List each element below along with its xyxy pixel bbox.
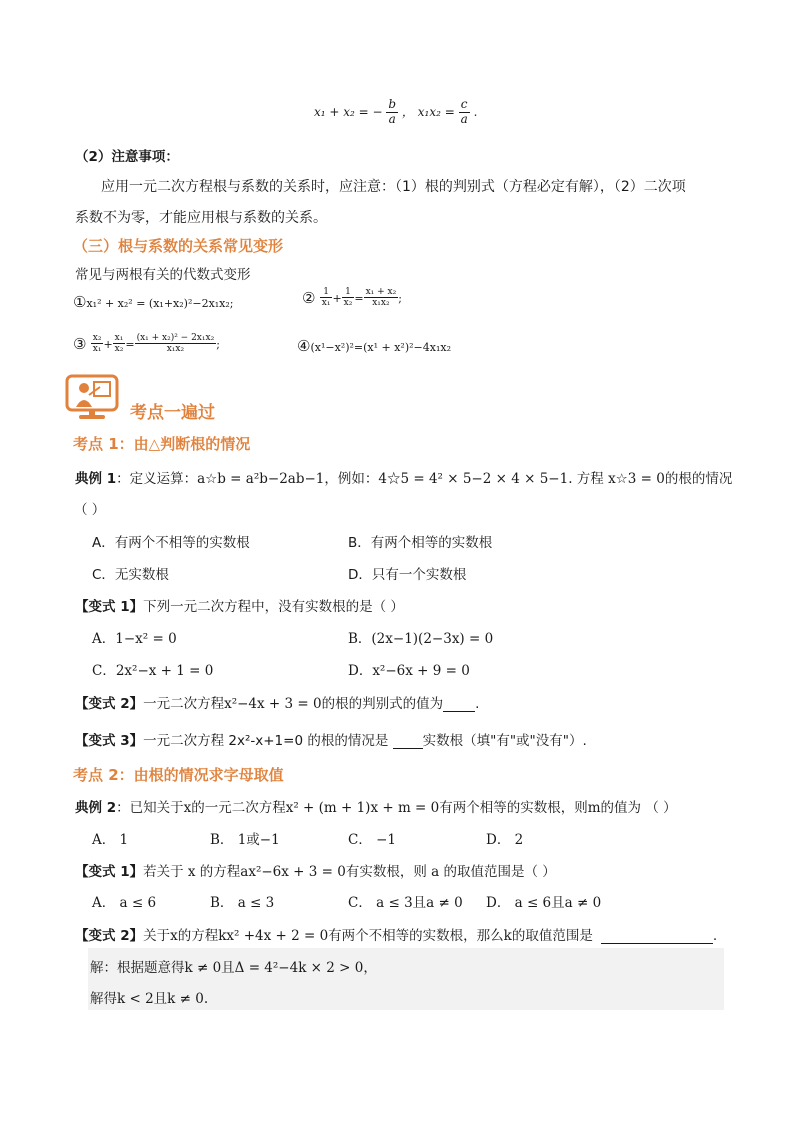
fraction-1-over-x2: $\frac{1}{\text{x₂}}$ bbox=[343, 287, 353, 309]
example1-option-c: C．无实数根 bbox=[92, 567, 169, 583]
formula-vieta-left: x₁ + x₂ = − bbox=[314, 104, 383, 119]
example2-option-c: C． −1 bbox=[348, 832, 397, 848]
formula-vieta-mid: ， x₁x₂ = bbox=[401, 104, 455, 119]
point1-heading: 考点 1：由△判断根的情况 bbox=[73, 435, 251, 453]
transform-1 bbox=[73, 293, 234, 311]
fraction-x2-over-x1: $\frac{\text{x₂}}{\text{x₁}}$ bbox=[92, 333, 102, 355]
variant1-option-a: A．1−x² = 0 bbox=[92, 631, 177, 647]
variant4-question bbox=[75, 860, 556, 880]
fraction-1-over-x1: $\frac{1}{\text{x₁}}$ bbox=[321, 287, 331, 309]
fraction-square-sum-form: $\frac{\text{(x₁ + x₂)² − 2x₁x₂}}{\text{x₁x₂}}$ bbox=[136, 333, 215, 355]
note-heading: （2）注意事项： bbox=[75, 149, 179, 165]
variant1-option-c: C．2x²−x + 1 = 0 bbox=[92, 663, 214, 679]
variant4-option-d: D． a ≤ 6且a ≠ 0 bbox=[486, 895, 602, 911]
example1-option-d: D．只有一个实数根 bbox=[348, 567, 467, 583]
example1-question bbox=[75, 467, 732, 487]
transform-4 bbox=[297, 337, 451, 355]
example1-paren: （ ） bbox=[74, 502, 106, 518]
variant5-question: 【变式 2】关于x的方程kx² +4x + 2 = 0有两个不相等的实数根，那么k的取值范围是 . bbox=[75, 928, 718, 944]
transform-1-formula: x₁² + x₂² = (x₁+x₂)²−2x₁x₂; bbox=[86, 297, 234, 310]
variant3-text-2: 实数根（填"有"或"没有"）. bbox=[422, 733, 587, 749]
transform-1-label: ① bbox=[73, 293, 87, 311]
teacher-board-icon bbox=[64, 373, 120, 421]
transform-2: ② $\frac{1}{\text{x₁}}$ + $\frac{1}{\text{x₂}}$ = $\frac{\text{x₁ + x₂}}{\text{x₁x₂}}$ ; bbox=[302, 287, 402, 309]
example2-option-b: B． 1或−1 bbox=[210, 832, 280, 848]
banner-title: 考点一遍过 bbox=[130, 403, 215, 423]
variant3-text-1: 一元二次方程 2x²-x+1=0 的根的情况是 bbox=[143, 733, 393, 749]
example2-label: 典例 2 bbox=[75, 800, 117, 816]
note-line-2: 系数不为零，才能应用根与系数的关系。 bbox=[75, 210, 327, 226]
variant3-answer-blank[interactable] bbox=[393, 734, 423, 749]
variant4-option-a: A． a ≤ 6 bbox=[92, 895, 157, 911]
variant1-question bbox=[75, 595, 404, 615]
variant2-question: 【变式 2】一元二次方程x²−4x + 3 = 0的根的判别式的值为 . bbox=[75, 696, 480, 712]
example1-text: ：定义运算：a☆b = a²b−2ab−1，例如：4☆5 = 4² × 5−2 × 4 × 5−1. 方程 x☆3 = 0的根的情况 bbox=[116, 471, 733, 487]
variant4-label: 【变式 1】 bbox=[75, 864, 144, 880]
solution-line-1: 解：根据题意得k ≠ 0且Δ = 4²−4k × 2 > 0， bbox=[90, 960, 377, 976]
example2-option-a: A． 1 bbox=[92, 832, 129, 848]
variant2-text: 一元二次方程x²−4x + 3 = 0的根的判别式的值为 bbox=[143, 696, 444, 712]
variant4-text: 若关于 x 的方程ax²−6x + 3 = 0有实数根，则 a 的取值范围是（ ） bbox=[143, 864, 556, 880]
transform-3: ③ $\frac{\text{x₂}}{\text{x₁}}$ + $\frac{\text{x₁}}{\text{x₂}}$ = $\frac{\text{(x₁ + x₂)² − 2x₁x₂}}{\text{x₁x₂}}$ ; bbox=[73, 333, 220, 355]
variant2-answer-blank[interactable] bbox=[443, 697, 475, 712]
solution-line-2: 解得k < 2且k ≠ 0. bbox=[90, 991, 209, 1007]
variant1-label: 【变式 1】 bbox=[75, 599, 144, 615]
note-line-1: 应用一元二次方程根与系数的关系时，应注意：（1）根的判别式（方程必定有解），（2）二次项 bbox=[101, 179, 686, 195]
variant1-option-d: D．x²−6x + 9 = 0 bbox=[348, 663, 470, 679]
variant1-option-b: B．(2x−1)(2−3x) = 0 bbox=[348, 631, 494, 647]
transform-4-label: ④ bbox=[297, 337, 311, 355]
point2-heading: 考点 2：由根的情况求字母取值 bbox=[73, 766, 284, 784]
section3-heading: （三）根与系数的关系常见变形 bbox=[73, 237, 284, 255]
transform-3-label: ③ bbox=[73, 334, 87, 353]
variant4-option-b: B． a ≤ 3 bbox=[210, 895, 275, 911]
variant5-answer-blank[interactable] bbox=[601, 929, 713, 944]
fraction-sum-over-product: $\frac{\text{x₁ + x₂}}{\text{x₁x₂}}$ bbox=[365, 287, 397, 309]
variant4-option-c: C． a ≤ 3且a ≠ 0 bbox=[348, 895, 463, 911]
formula-vieta-end: . bbox=[473, 104, 478, 119]
formula-vieta bbox=[314, 98, 477, 127]
example2-question bbox=[75, 796, 677, 816]
fraction-x1-over-x2: $\frac{\text{x₁}}{\text{x₂}}$ bbox=[114, 333, 124, 355]
variant1-text: 下列一元二次方程中，没有实数根的是（ ） bbox=[143, 599, 404, 615]
variant5-label: 【变式 2】 bbox=[75, 928, 144, 944]
variant2-label: 【变式 2】 bbox=[75, 696, 144, 712]
example1-option-a: A．有两个不相等的实数根 bbox=[92, 535, 250, 551]
variant3-question bbox=[75, 729, 587, 749]
variant5-text: 关于x的方程kx² +4x + 2 = 0有两个不相等的实数根，那么k的取值范围是 bbox=[143, 928, 593, 944]
example1-label: 典例 1 bbox=[75, 471, 117, 487]
transform-4-formula: (x¹−x²)²=(x¹ + x²)²−4x₁x₂ bbox=[310, 341, 451, 354]
variant3-label: 【变式 3】 bbox=[75, 733, 144, 749]
example2-text: ：已知关于x的一元二次方程x² + (m + 1)x + m = 0有两个相等的实数根，则m的值为 （ ） bbox=[116, 800, 677, 816]
fraction-c-over-a: $\frac{c}{a}$ bbox=[460, 97, 468, 126]
example2-option-d: D． 2 bbox=[486, 832, 524, 848]
transform-2-label: ② bbox=[302, 288, 316, 307]
example1-option-b: B．有两个相等的实数根 bbox=[348, 535, 493, 551]
section3-subheading: 常见与两根有关的代数式变形 bbox=[75, 267, 251, 283]
fraction-b-over-a: $\frac{b}{a}$ bbox=[388, 97, 397, 126]
